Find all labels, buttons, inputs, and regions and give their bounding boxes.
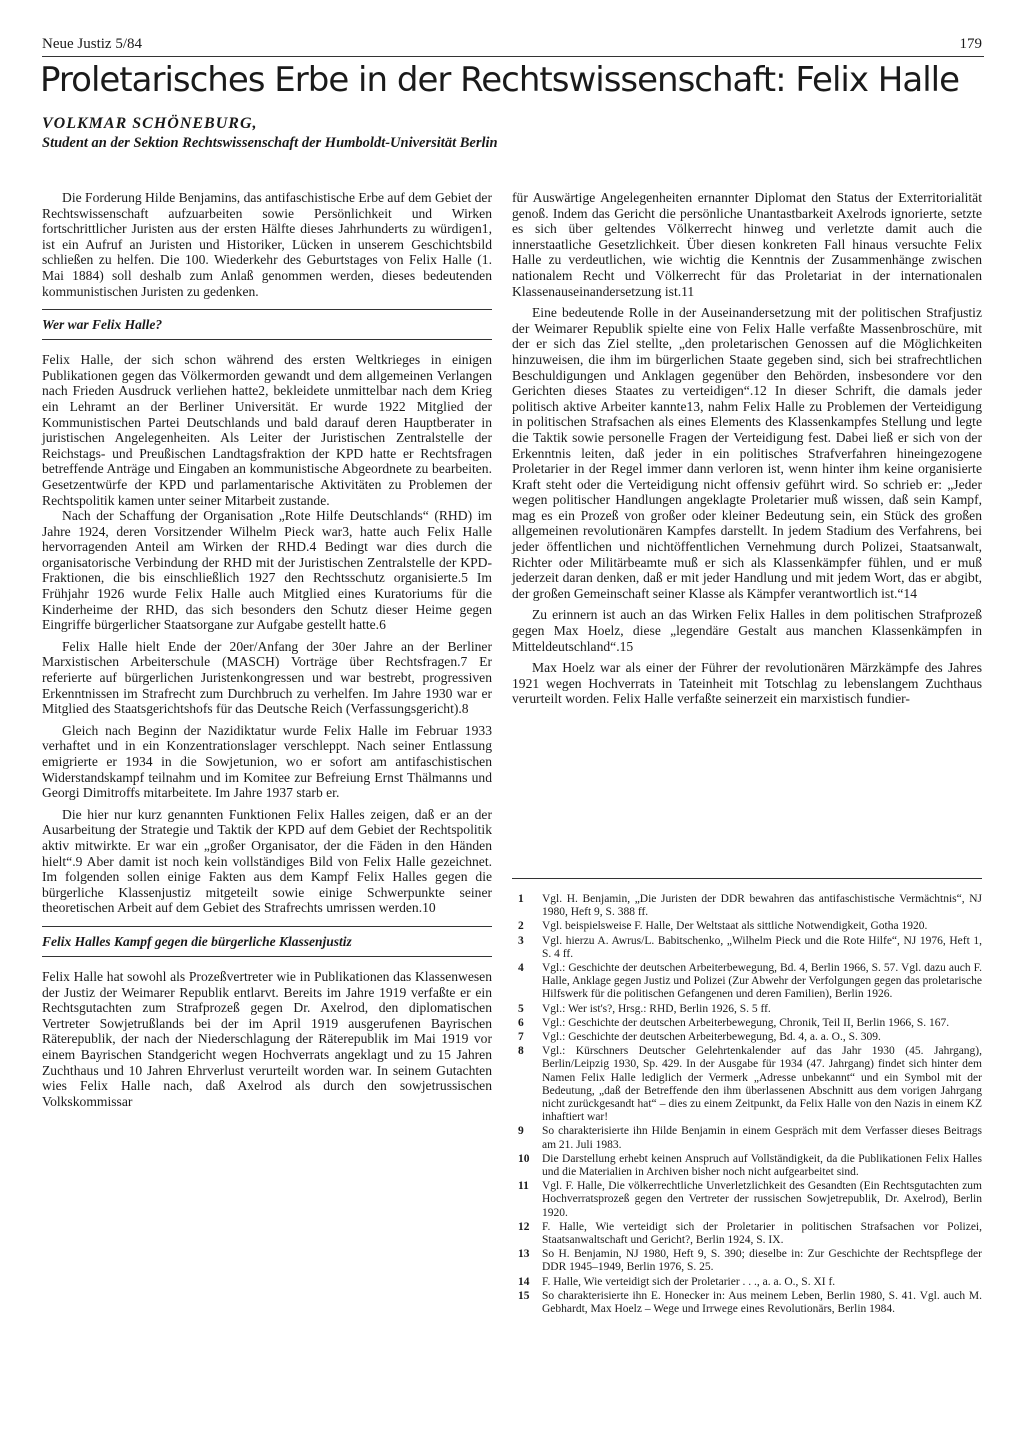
- footnote-text: Vgl. H. Benjamin, „Die Juristen der DDR bewahren das antifaschistische Vermächtnis“, NJ 1980, Heft 9, S. 388 ff.: [542, 893, 982, 919]
- footnote-number: 2: [518, 920, 524, 933]
- left-column: [42, 190, 492, 1109]
- footnote-text: Vgl.: Geschichte der deutschen Arbeiterbewegung, Bd. 4, a. a. O., S. 309.: [542, 1031, 881, 1044]
- footnote-text: Vgl.: Wer ist's?, Hrsg.: RHD, Berlin 1926, S. 5 ff.: [542, 1002, 771, 1015]
- body-paragraph: Die hier nur kurz genannten Funktionen Felix Halles zeigen, daß er an der Ausarbeitung der Strategie und Taktik der KPD auf dem Gebiet der Rechtspolitik aktiv mitwirkte. Er war ein „großer Organisator, der die Fäden in den Händen hielt“.9 Aber damit ist noch kein vollständiges Bild von Felix Halle gezeichnet. Im folgenden sollen einige Fakten aus dem Kampf Felix Halles gegen die bürgerliche Klassenjustiz mitgeteilt sowie einige Schwerpunkte seiner theoretischen Arbeit auf dem Gebiet des Strafrechts umrissen werden.10: [42, 806, 492, 916]
- footnote-text: F. Halle, Wie verteidigt sich der Proletarier . . ., a. a. O., S. XI f.: [542, 1275, 836, 1288]
- body-paragraph: Eine bedeutende Rolle in der Auseinandersetzung mit der politischen Strafjustiz der Weimarer Republik spielte eine von Felix Halle verfaßte Massenbroschüre, mit der er sich das Ziel stellte, „den proletarischen Genossen auf die Möglichkeiten hinzuweisen, die ihm im bürgerlichen Staate gegeben sind, sich bei strafrechtlichen Beschuldigungen und Anklagen gegenüber den Behörden, insbesondere vor den Gerichten dieses Staates zu verteidigen“.12 In dieser Schrift, die damals jeder politisch aktive Arbeiter kannte13, nahm Felix Halle zu Problemen der Verteidigung in politischen Strafsachen als eines Elements des Klassenkampfes Stellung und legte die Taktik sowie personelle Fragen der Verteidigung fest. Dabei ließ er sich von der Erkenntnis leiten, daß jeder in ein politisches Strafverfahren hineingezogene Proletarier in der Regel immer dann verloren ist, wenn hinter ihm keine organisierte Kraft steht oder die Verteidigung nicht offensiv geführt wird. So schrieb er: „Jeder wegen politischer Handlungen angeklagte Proletarier muß wissen, daß sein Kampf, mag es ein Prozeß von großer oder kleiner Bedeutung sein, ein Stück des großen allgemeinen revolutionären Kampfes darstellt. In jedem Stadium des Verfahrens, bei jeder öffentlichen und nichtöffentlichen Vernehmung durch Polizei, Staatsanwalt, Richter oder Militärbeamte muß er sich als Klassenkämpfer fühlen, und er muß jederzeit daran denken, daß er mit jeder Handlung und mit jedem Wort, das er abgibt, der großen Gemeinschaft seiner Klasse als Kämpfer verantwortlich ist.“14: [512, 305, 982, 601]
- footnote: [512, 1031, 982, 1044]
- footnote-number: 3: [518, 934, 524, 947]
- footnote-text: Vgl.: Geschichte der deutschen Arbeiterbewegung, Bd. 4, Berlin 1966, S. 57. Vgl. dazu auch F. Halle, Anklage gegen Justiz und Polizei (Zur Abwehr der Verfolgungen gegen das proletarische Hilfswerk für die politischen Gefangenen und deren Familien), Berlin 1926.: [542, 962, 982, 1001]
- footnote-number: 15: [518, 1289, 530, 1302]
- footnote-text: Vgl. beispielsweise F. Halle, Der Weltstaat als sittliche Notwendigkeit, Gotha 1920.: [542, 920, 928, 933]
- footnote: [512, 1248, 982, 1274]
- footnote: [512, 962, 982, 1002]
- footnote-text: So H. Benjamin, NJ 1980, Heft 9, S. 390; dieselbe in: Zur Geschichte der Rechtspflege der DDR 1945–1949, Berlin 1976, S. 25.: [542, 1248, 982, 1274]
- right-column: [512, 190, 982, 707]
- footnote-number: 5: [518, 1002, 524, 1015]
- section-heading-wer-war: Wer war Felix Halle?: [42, 309, 492, 340]
- footnote: [512, 1276, 982, 1289]
- body-paragraph: Felix Halle hat sowohl als Prozeßvertreter wie in Publikationen das Klassenwesen der Justiz der Weimarer Republik entlarvt. Bereits im Jahre 1919 verfaßte er ein Rechtsgutachten zum Strafprozeß gegen Dr. Axelrod, den diplomatischen Vertreter Sowjetrußlands bei der im April 1919 ausgerufenen Bayrischen Räterepublik, der nach der Niederschlagung der Räterepublik im Mai 1919 vor einem Bayrischen Standgericht wegen Hochverrats angeklagt und zu 15 Jahren Zuchthaus und 10 Jahren Ehrverlust verurteilt worden war. In seinem Gutachten wies Felix Halle nach, daß Axelrod als durch den sowjetrussischen Volkskommissar: [42, 968, 492, 1109]
- author-name: VOLKMAR SCHÖNEBURG,: [42, 115, 258, 132]
- body-paragraph: Nach der Schaffung der Organisation „Rote Hilfe Deutschlands“ (RHD) im Jahre 1924, deren Vorsitzender Wilhelm Pieck war3, hatte auch Felix Halle hervorragenden Anteil am Wirken der RHD.4 Bedingt war dies durch die organisatorische Verbindung der RHD mit der Juristischen Zentralstelle der KPD-Fraktionen, die bis einschließlich 1927 den Rechtsschutz organisierte.5 Im Frühjahr 1926 wurde Felix Halle auch Mitglied eines Kuratoriums für die Kinderheime der RHD, das sich besonders den Schutz dieser Heime gegen Eingriffe bürgerlicher Staatsorgane zur Aufgabe gestellt hatte.6: [42, 508, 492, 633]
- footnote-text: So charakterisierte ihn E. Honecker in: Aus meinem Leben, Berlin 1980, S. 41. Vgl. auch M. Gebhardt, Max Hoelz – Wege und Irrwege eines Revolutionärs, Berlin 1984.: [542, 1289, 982, 1316]
- footnote-number: 7: [518, 1031, 524, 1044]
- footnote: [512, 893, 982, 919]
- footnote: [512, 1180, 982, 1220]
- page-number: 179: [959, 36, 982, 52]
- intro-paragraph: Die Forderung Hilde Benjamins, das antifaschistische Erbe auf dem Gebiet der Rechtswissenschaft aufzuarbeiten sowie Persönlichkeit und Wirken fortschrittlicher Juristen aus der ersten Hälfte dieses Jahrhunderts zu würdigen1, ist ein Aufruf an Juristen und Historiker, Lücken in unserem Geschichtsbild schließen zu helfen. Die 100. Wiederkehr des Geburtstages von Felix Halle (1. Mai 1884) soll deshalb zum Anlaß genommen werden, dieses bedeutenden kommunistischen Juristen zu gedenken.: [42, 190, 492, 299]
- footnote-number: 12: [518, 1220, 530, 1233]
- body-paragraph: Zu erinnern ist auch an das Wirken Felix Halles in dem politischen Strafprozeß gegen Max Hoelz, diese „legendäre Gestalt aus manchen Klassenkämpfen in Mitteldeutschland“.15: [512, 607, 982, 654]
- footnote-number: 1: [518, 893, 524, 905]
- section-heading-klassenjustiz: Felix Halles Kampf gegen die bürgerliche Klassenjustiz: [42, 926, 492, 957]
- body-paragraph: für Auswärtige Angelegenheiten ernannter Diplomat den Status der Exterritorialität genoß. Indem das Gericht die persönliche Unantastbarkeit Axelrods ignorierte, setzte es sich über geltendes Völkerrecht hinweg und verletzte damit auch die innerstaatliche Gesetzlichkeit. Über diesen konkreten Fall hinaus versuchte Felix Halle zu verdeutlichen, wie wichtig die Kenntnis der Zusammenhänge zwischen nationalem Recht und Völkerrecht für das Proletariat in der internationalen Klassenauseinandersetzung ist.11: [512, 190, 982, 299]
- footnote: [512, 1290, 982, 1316]
- body-paragraph: Felix Halle hielt Ende der 20er/Anfang der 30er Jahre an der Berliner Marxistischen Arbeiterschule (MASCH) Vorträge über Rechtsfragen.7 Er referierte auf bürgerlichen Juristenkongressen und war bestrebt, progressiven Erkenntnissen im Strafrecht zum Durchbruch zu verhelfen. Im Jahre 1930 war er Mitglied des Staatsgerichtshofs für das Deutsche Reich (Verfassungsgericht).8: [42, 638, 492, 717]
- footnote: [512, 935, 982, 961]
- footnote-text: F. Halle, Wie verteidigt sich der Proletarier in politischen Strafsachen vor Polizei, Staatsanwaltschaft und Gericht?, Berlin 1924, S. IX.: [542, 1220, 982, 1247]
- footnote-text: Vgl. hierzu A. Awrus/L. Babitschenko, „Wilhelm Pieck und die Rote Hilfe“, NJ 1976, Heft 1, S. 4 ff.: [542, 934, 982, 960]
- footnote-number: 14: [518, 1275, 530, 1288]
- footnote-text: So charakterisierte ihn Hilde Benjamin in einem Gespräch mit dem Verfasser dieses Beitrags am 21. Juli 1983.: [542, 1125, 982, 1151]
- footnote: [512, 1125, 982, 1151]
- footnote-number: 4: [518, 962, 524, 975]
- footnote-text: Vgl.: Geschichte der deutschen Arbeiterbewegung, Chronik, Teil II, Berlin 1966, S. 167.: [542, 1016, 950, 1029]
- footnote-text: Vgl. F. Halle, Die völkerrechtliche Unverletzlichkeit des Gesandten (Ein Rechtsgutachten zum Hochverratsprozeß gegen den Vertreter der russischen Sowjetrepublik, Dr. Axelrod), Berlin 1920.: [542, 1180, 982, 1219]
- footnote-number: 6: [518, 1016, 524, 1029]
- footnote: [512, 1045, 982, 1124]
- body-paragraph: Felix Halle, der sich schon während des ersten Weltkrieges in einigen Publikationen gegen das Völkermorden gewandt und dem allgemeinen Verlangen nach Frieden Ausdruck verliehen hatte2, bekleidete unmittelbar nach dem Krieg ein Lehramt an der Berliner Universität. Er wurde 1922 Mitglied der Kommunistischen Partei Deutschlands und bald darauf deren Hauptberater in juristischen Angelegenheiten. Als Leiter der Juristischen Zentralstelle der Reichstags- und Preußischen Landtagsfraktion der KPD hatte er Rechtsfragen betreffende Anträge und Eingaben an kommunistische Abgeordnete zu bearbeiten. Gesetzentwürfe der KPD und parlamentarische Aktivitäten zu Problemen der Rechtspolitik kamen unter seiner Mitarbeit zustande.: [42, 352, 492, 508]
- author-affiliation: Student an der Sektion Rechtswissenschaft der Humboldt-Universität Berlin: [42, 135, 498, 151]
- journal-issue: Neue Justiz 5/84: [42, 36, 142, 52]
- footnote-text: Die Darstellung erhebt keinen Anspruch auf Vollständigkeit, da die Publikationen Felix Halles und die Materialien in Archiven bisher noch nicht aufgearbeitet sind.: [542, 1152, 982, 1179]
- footnote: [512, 1153, 982, 1179]
- footnote-number: 10: [518, 1152, 530, 1165]
- footnote: [512, 1221, 982, 1247]
- article-title: Proletarisches Erbe in der Rechtswissenschaft: Felix Halle: [40, 60, 960, 100]
- footnote-number: 8: [518, 1045, 524, 1058]
- body-paragraph: Gleich nach Beginn der Nazidiktatur wurde Felix Halle im Februar 1933 verhaftet und in ein Konzentrationslager verschleppt. Nach seiner Entlassung emigrierte er 1934 in die Sowjetunion, wo er sofort am antifaschistischen Widerstandskampf teilnahm und im Komitee zur Befreiung Ernst Thälmanns und Georgi Dimitroffs mitarbeitete. Im Jahre 1937 starb er.: [42, 722, 492, 801]
- body-paragraph: Max Hoelz war als einer der Führer der revolutionären Märzkämpfe des Jahres 1921 wegen Hochverrats in Tateinheit mit Totschlag zu lebenslangem Zuchthaus verurteilt worden. Felix Halle verfaßte seinerzeit ein marxistisch fundier-: [512, 660, 982, 707]
- footnote-text: Vgl.: Kürschners Deutscher Gelehrtenkalender auf das Jahr 1930 (45. Jahrgang), Berlin/Leipzig 1930, Sp. 429. In der Ausgabe für 1934 (47. Jahrgang) findet sich hinter dem Namen Felix Halle lediglich der Vermerk „Adresse unbekannt“ und ein Symbol mit der Bedeutung, „daß der Betreffende den ihm überlassenen Abschnitt aus dem vorigen Jahrgang nicht zurückgesandt hat“ – dies zu einem Zeitpunkt, da Felix Halle von den Nazis in einem KZ inhaftiert war!: [542, 1045, 982, 1124]
- footnote-number: 13: [518, 1248, 530, 1261]
- footnote: [512, 1003, 982, 1016]
- running-header: [42, 34, 984, 57]
- footnote-number: 9: [518, 1125, 524, 1138]
- footnote-number: 11: [518, 1180, 529, 1193]
- footnotes: [512, 878, 982, 1317]
- footnote: [512, 1017, 982, 1030]
- footnote: [512, 920, 982, 933]
